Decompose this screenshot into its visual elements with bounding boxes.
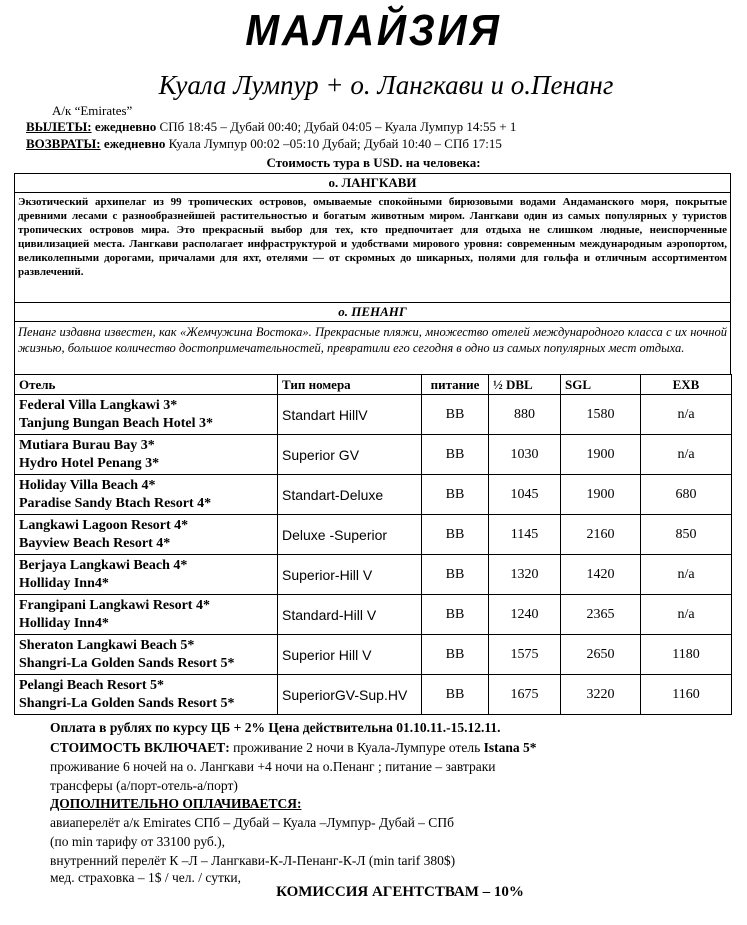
sgl-price-cell: 1900	[561, 435, 641, 475]
col-header-exb: EXB	[641, 375, 732, 395]
penang-description: Пенанг издавна известен, как «Жемчужина Востока». Прекрасные пляжи, множество отелей международного класса с их ночной жизнью, большое количество достопримечательностей, превратили его сегодня в одно из самых популярных мест отдыха.	[18, 325, 727, 355]
page-title: МАЛАЙЗИЯ	[245, 6, 502, 55]
exb-price-cell: n/a	[641, 435, 732, 475]
departures-schedule: СПб 18:45 – Дубай 00:40; Дубай 04:05 – Куала Лумпур 14:55 + 1	[159, 119, 517, 134]
hotel-penang: Tanjung Bungan Beach Hotel 3*	[19, 415, 213, 431]
departures-frequency: ежедневно	[94, 119, 157, 134]
sgl-price-cell: 2160	[561, 515, 641, 555]
hotel-cell	[15, 595, 278, 635]
room-type-cell: Superior GV	[278, 435, 422, 475]
hotel-cell	[15, 475, 278, 515]
includes-accommodation: проживание 6 ночей на о. Лангкави +4 ночи на о.Пенанг ; питание – завтраки	[50, 759, 496, 774]
table-header-row	[15, 375, 732, 395]
meal-cell: BB	[422, 635, 489, 675]
airline: А/к “Emirates”	[52, 103, 133, 118]
table-row	[15, 395, 732, 435]
hotel-langkawi: Sheraton Langkawi Beach 5*	[19, 637, 195, 653]
langkawi-heading: о. ЛАНГКАВИ	[15, 174, 730, 193]
hotel-langkawi: Federal Villa Langkawi 3*	[19, 397, 178, 413]
exb-price-cell: n/a	[641, 595, 732, 635]
dbl-price-cell: 1675	[489, 675, 561, 715]
dbl-price-cell: 1575	[489, 635, 561, 675]
col-header-meal: питание	[422, 375, 489, 395]
hotel-cell	[15, 635, 278, 675]
col-header-half-dbl: ½ DBL	[489, 375, 561, 395]
departures-label: ВЫЛЕТЫ:	[26, 119, 92, 134]
extra-insurance: мед. страховка – 1$ / чел. / сутки,	[50, 870, 241, 885]
includes-transfers: трансферы (а/порт-отель-а/порт)	[50, 778, 238, 793]
agency-commission: КОМИССИЯ АГЕНТСТВАМ – 10%	[276, 884, 524, 900]
col-header-room-type: Тип номера	[278, 375, 422, 395]
includes-line	[50, 740, 537, 756]
hotel-penang: Bayview Beach Resort 4*	[19, 535, 171, 551]
returns-frequency: ежедневно	[103, 136, 166, 151]
extra-flight: авиаперелёт а/к Emirates СПб – Дубай – Куала –Лумпур- Дубай – СПб	[50, 815, 454, 830]
hotel-penang: Holliday Inn4*	[19, 615, 109, 631]
hotel-cell	[15, 515, 278, 555]
returns-line	[26, 136, 502, 152]
cost-heading: Стоимость тура в USD. на человека:	[266, 155, 481, 170]
hotel-cell	[15, 435, 278, 475]
col-header-sgl: SGL	[561, 375, 641, 395]
penang-section	[14, 302, 731, 375]
meal-cell: BB	[422, 475, 489, 515]
hotel-penang: Holliday Inn4*	[19, 575, 109, 591]
meal-cell: BB	[422, 515, 489, 555]
hotel-langkawi: Pelangi Beach Resort 5*	[19, 677, 165, 693]
room-type-cell: Standart-Deluxe	[278, 475, 422, 515]
table-row	[15, 675, 732, 715]
includes-text: проживание 2 ночи в Куала-Лумпуре отель	[233, 740, 481, 755]
meal-cell: BB	[422, 435, 489, 475]
hotel-langkawi: Berjaya Langkawi Beach 4*	[19, 557, 188, 573]
returns-schedule: Куала Лумпур 00:02 –05:10 Дубай; Дубай 10:40 – СПб 17:15	[168, 136, 502, 151]
sgl-price-cell: 1420	[561, 555, 641, 595]
dbl-price-cell: 1320	[489, 555, 561, 595]
extra-domestic-flight: внутренний перелёт К –Л – Лангкави-К-Л-Пенанг-К-Л (min tarif 380$)	[50, 853, 456, 868]
room-type-cell: Standart HillV	[278, 395, 422, 435]
sgl-price-cell: 1580	[561, 395, 641, 435]
table-row	[15, 435, 732, 475]
room-type-cell: Superior-Hill V	[278, 555, 422, 595]
sgl-price-cell: 1900	[561, 475, 641, 515]
meal-cell: BB	[422, 555, 489, 595]
hotel-langkawi: Langkawi Lagoon Resort 4*	[19, 517, 189, 533]
hotel-cell	[15, 395, 278, 435]
hotel-cell	[15, 555, 278, 595]
departures-line	[26, 119, 516, 135]
dbl-price-cell: 1145	[489, 515, 561, 555]
includes-label: СТОИМОСТЬ ВКЛЮЧАЕТ:	[50, 740, 230, 755]
meal-cell: BB	[422, 395, 489, 435]
room-type-cell: Deluxe -Superior	[278, 515, 422, 555]
exb-price-cell: 1180	[641, 635, 732, 675]
exb-price-cell: n/a	[641, 395, 732, 435]
returns-label: ВОЗВРАТЫ:	[26, 136, 101, 151]
meal-cell: BB	[422, 675, 489, 715]
hotel-penang: Shangri-La Golden Sands Resort 5*	[19, 655, 235, 671]
exb-price-cell: 1160	[641, 675, 732, 715]
room-type-cell: Superior Hill V	[278, 635, 422, 675]
table-row	[15, 475, 732, 515]
room-type-cell: Standard-Hill V	[278, 595, 422, 635]
sgl-price-cell: 2650	[561, 635, 641, 675]
langkawi-section	[14, 173, 731, 303]
table-row	[15, 635, 732, 675]
penang-heading: о. ПЕНАНГ	[15, 303, 730, 322]
exb-price-cell: 850	[641, 515, 732, 555]
table-row	[15, 515, 732, 555]
hotel-langkawi: Mutiara Burau Bay 3*	[19, 437, 155, 453]
hotel-penang: Hydro Hotel Penang 3*	[19, 455, 160, 471]
dbl-price-cell: 1030	[489, 435, 561, 475]
table-row	[15, 595, 732, 635]
hotel-langkawi: Holiday Villa Beach 4*	[19, 477, 156, 493]
extra-label: ДОПОЛНИТЕЛЬНО ОПЛАЧИВАЕТСЯ:	[50, 796, 302, 811]
room-type-cell: SuperiorGV-Sup.HV	[278, 675, 422, 715]
hotel-penang: Paradise Sandy Btach Resort 4*	[19, 495, 212, 511]
hotel-cell	[15, 675, 278, 715]
sgl-price-cell: 2365	[561, 595, 641, 635]
dbl-price-cell: 880	[489, 395, 561, 435]
exb-price-cell: n/a	[641, 555, 732, 595]
langkawi-description: Экзотический архипелаг из 99 тропических островов, омываемые спокойными бирюзовыми водами Андаманского моря, покрытые древними лесами с разнообразнейшей растительностью и богатым животным миром. Лангкави один из самых популярных у туристов тропических островов мира. Это прекрасный выбор для тех, кто предпочитает для отдыха не слишком людные, неиспорченные цивилизацией места. Лангкави располагает инфраструктурой и удобствами мирового уровня: современным международным аэропортом, великолепными дорогами, причалами для яхт, отелями — от скромных до шикарных, полями для гольфа и отличным ассортиментом развлечений.	[18, 196, 727, 278]
sgl-price-cell: 3220	[561, 675, 641, 715]
col-header-hotel: Отель	[15, 375, 278, 395]
includes-hotel: Istana 5*	[483, 740, 537, 755]
table-row	[15, 555, 732, 595]
hotel-price-table	[14, 374, 732, 715]
payment-note: Оплата в рублях по курсу ЦБ + 2% Цена действительна 01.10.11.-15.12.11.	[50, 720, 501, 735]
extra-flight-price: (по min тарифу от 33100 руб.),	[50, 834, 226, 849]
hotel-langkawi: Frangipani Langkawi Resort 4*	[19, 597, 210, 613]
page-subtitle: Куала Лумпур + о. Лангкави и о.Пенанг	[158, 70, 614, 100]
exb-price-cell: 680	[641, 475, 732, 515]
dbl-price-cell: 1240	[489, 595, 561, 635]
hotel-penang: Shangri-La Golden Sands Resort 5*	[19, 695, 235, 711]
meal-cell: BB	[422, 595, 489, 635]
dbl-price-cell: 1045	[489, 475, 561, 515]
